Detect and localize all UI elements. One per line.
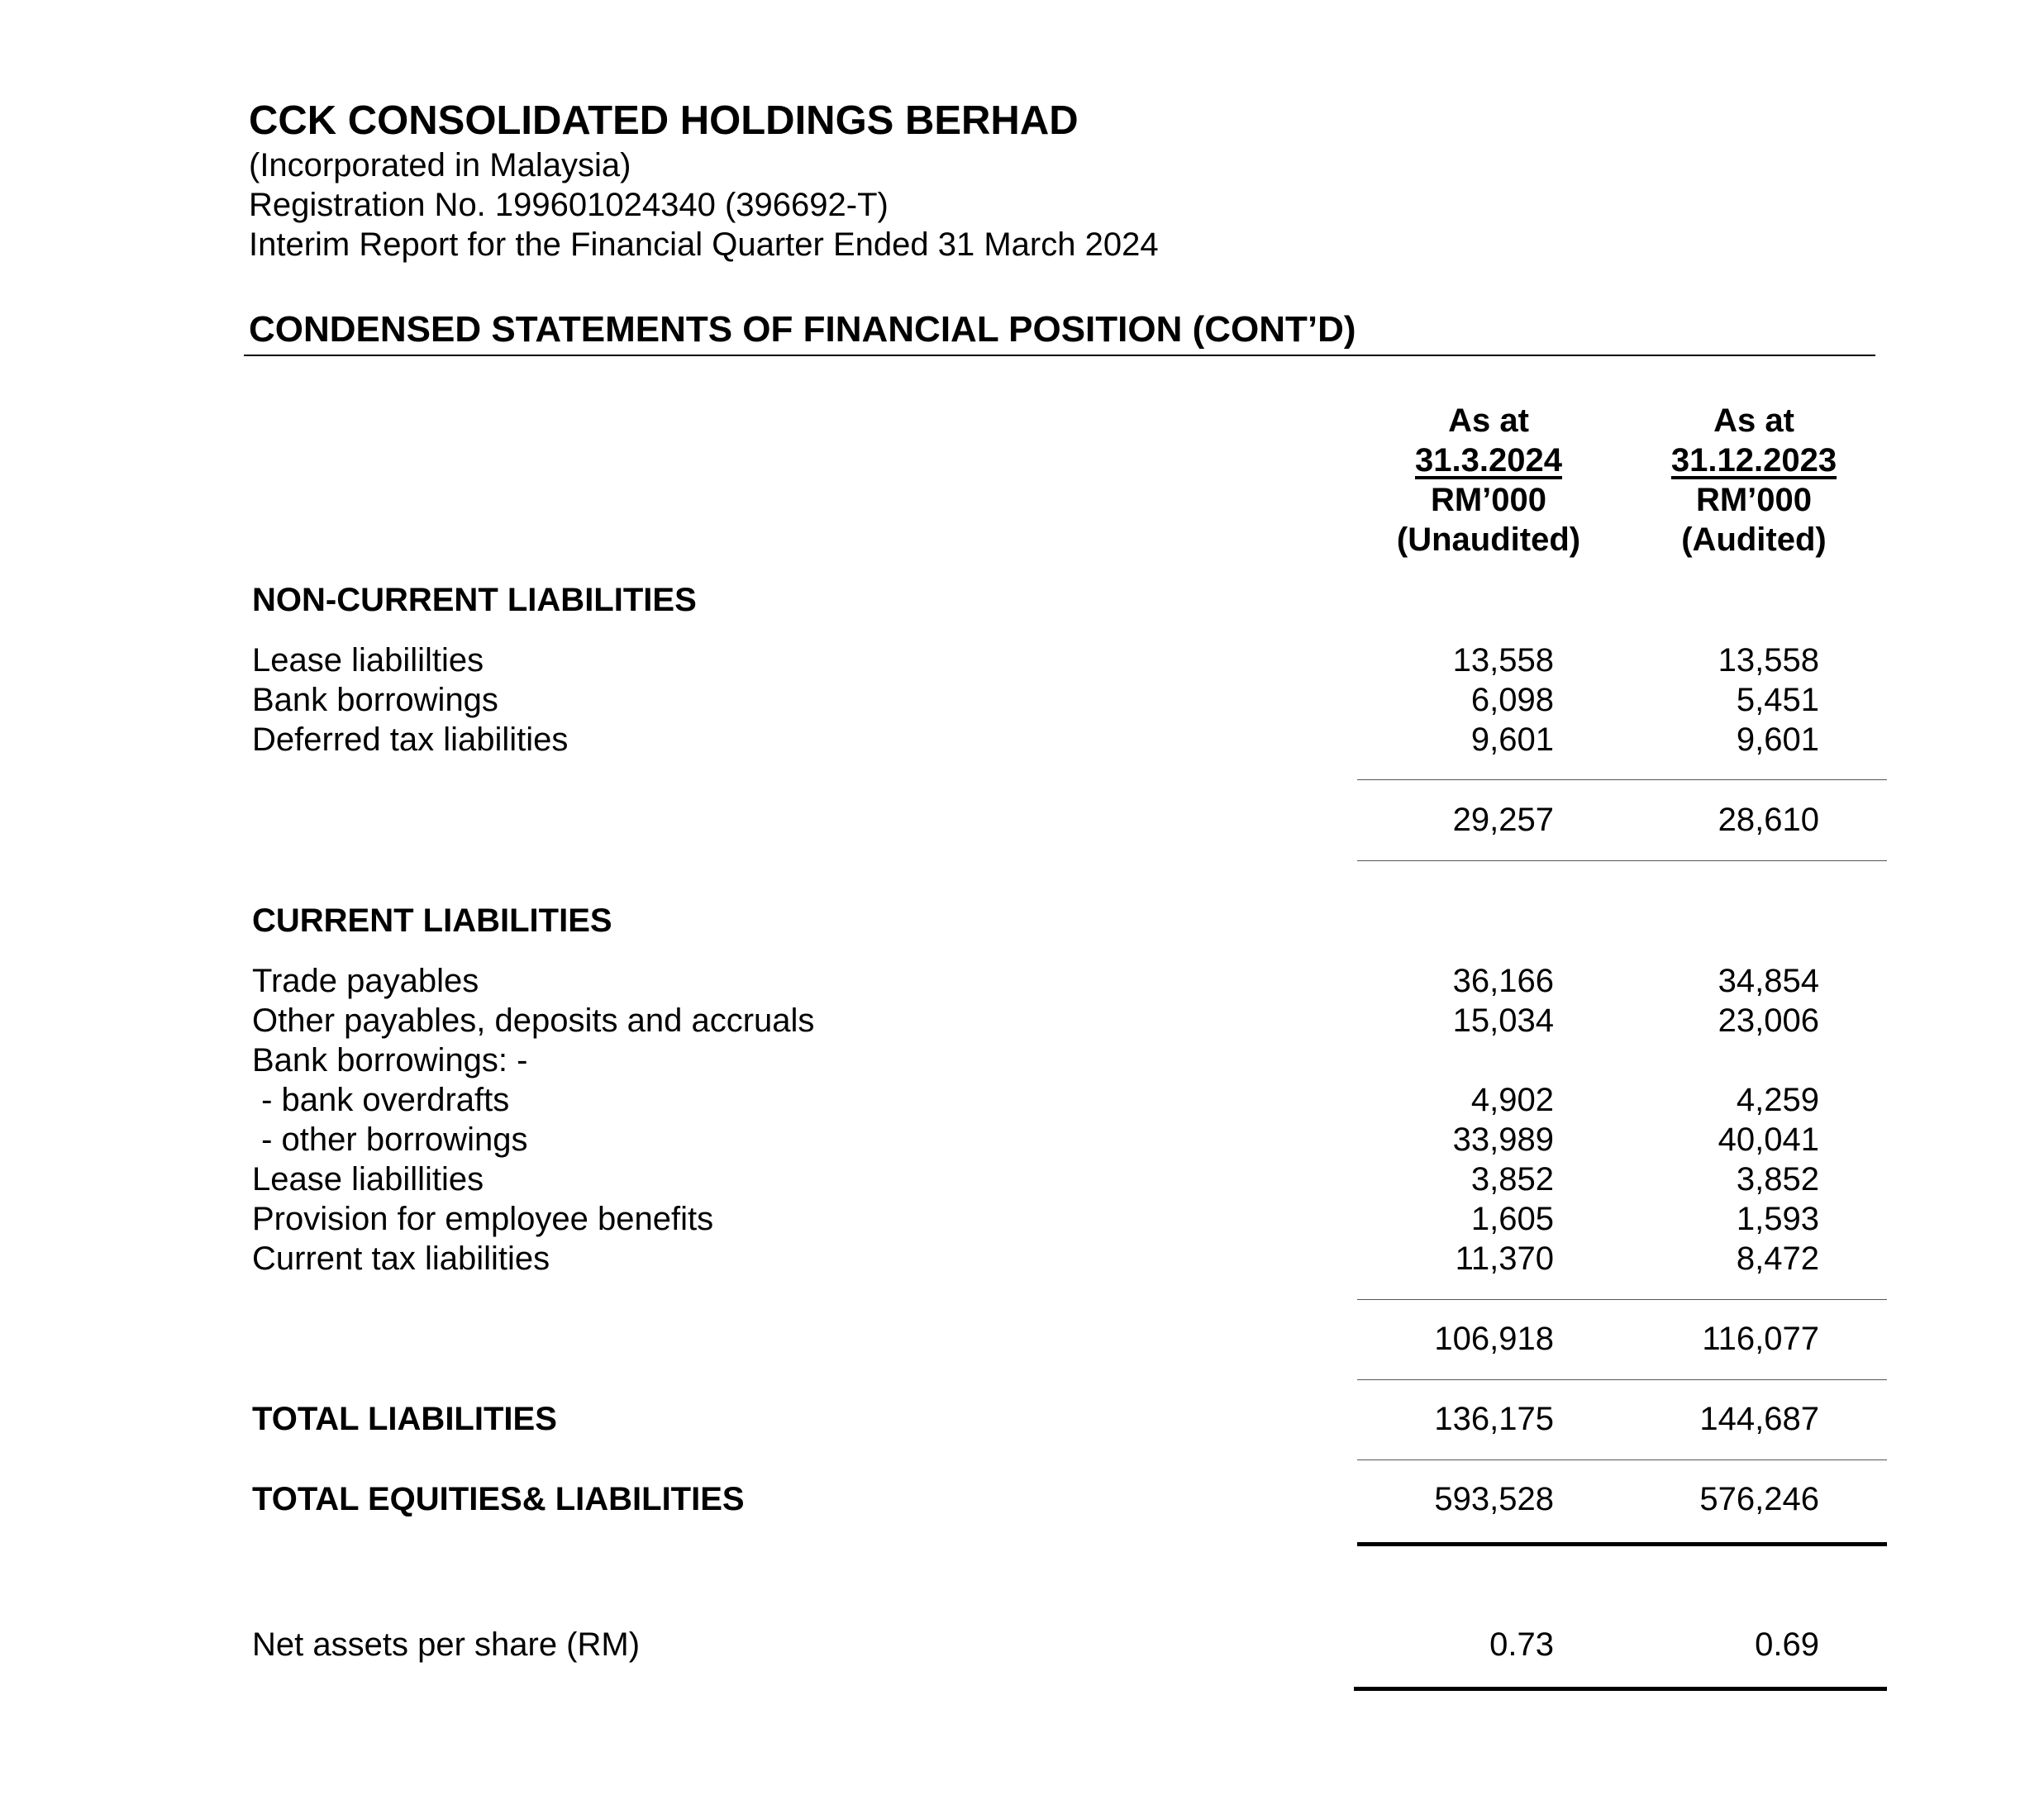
subtotal-value-current: 29,257 bbox=[1452, 802, 1554, 838]
net-assets-current: 0.73 bbox=[1489, 1626, 1554, 1663]
subtotal-rule bbox=[1357, 779, 1887, 780]
title-divider bbox=[244, 355, 1875, 356]
subtotal-rule bbox=[1357, 1379, 1887, 1380]
column-header-date: 31.12.2023 bbox=[1670, 442, 1837, 479]
row-value-prior: 3,852 bbox=[1736, 1161, 1819, 1198]
column-header-unit: RM’000 bbox=[1695, 482, 1813, 518]
row-label: Other payables, deposits and accruals bbox=[252, 1002, 815, 1039]
row-value-prior: 13,558 bbox=[1718, 642, 1819, 679]
row-value-prior: 9,601 bbox=[1736, 721, 1819, 758]
column-header-current bbox=[1340, 401, 1637, 560]
subtotal-value-prior: 28,610 bbox=[1718, 802, 1819, 838]
subtotal-rule bbox=[1357, 860, 1887, 861]
column-header-status: (Audited) bbox=[1681, 521, 1827, 558]
row-label: Lease liabillities bbox=[252, 1161, 484, 1198]
row-value-prior: 4,259 bbox=[1736, 1082, 1819, 1118]
subtotal-rule bbox=[1357, 1299, 1887, 1300]
row-value-current: 1,605 bbox=[1470, 1201, 1554, 1237]
statement-title: CONDENSED STATEMENTS OF FINANCIAL POSITION (CONT’D) bbox=[249, 309, 1356, 350]
row-label: Lease liabililties bbox=[252, 642, 484, 679]
row-value-current: 36,166 bbox=[1452, 963, 1554, 999]
column-header-date: 31.3.2024 bbox=[1415, 442, 1562, 479]
subtotal-value-prior: 116,077 bbox=[1702, 1321, 1819, 1357]
row-value-prior: 8,472 bbox=[1736, 1240, 1819, 1277]
total-equities-liabilities-prior: 576,246 bbox=[1699, 1481, 1819, 1517]
column-header-line: As at bbox=[1713, 402, 1794, 439]
net-assets-rule bbox=[1354, 1687, 1887, 1691]
net-assets-prior: 0.69 bbox=[1755, 1626, 1819, 1663]
company-name: CCK CONSOLIDATED HOLDINGS BERHAD bbox=[249, 98, 1079, 143]
registration-number: Registration No. 199601024340 (396692-T) bbox=[249, 187, 889, 223]
row-value-prior: 40,041 bbox=[1718, 1121, 1819, 1158]
row-label: - other borrowings bbox=[252, 1121, 528, 1158]
column-header-prior bbox=[1605, 401, 1903, 560]
column-header-line: As at bbox=[1448, 402, 1529, 439]
net-assets-label: Net assets per share (RM) bbox=[252, 1626, 641, 1663]
total-equities-liabilities-current: 593,528 bbox=[1434, 1481, 1554, 1517]
row-value-current: 33,989 bbox=[1452, 1121, 1554, 1158]
row-value-prior: 1,593 bbox=[1736, 1201, 1819, 1237]
total-liabilities-label: TOTAL LIABILITIES bbox=[252, 1401, 557, 1437]
row-value-current: 9,601 bbox=[1470, 721, 1554, 758]
row-value-current: 3,852 bbox=[1470, 1161, 1554, 1198]
total-equities-liabilities-label: TOTAL EQUITIES& LIABILITIES bbox=[252, 1481, 745, 1517]
row-label: Bank borrowings bbox=[252, 682, 498, 718]
row-value-current: 11,370 bbox=[1455, 1240, 1554, 1277]
row-value-prior: 5,451 bbox=[1736, 682, 1819, 718]
subtotal-value-current: 106,918 bbox=[1434, 1321, 1554, 1357]
column-header-unit: RM’000 bbox=[1430, 482, 1547, 518]
subtotal-rule bbox=[1357, 1459, 1887, 1460]
row-value-prior: 34,854 bbox=[1718, 963, 1819, 999]
row-value-current: 15,034 bbox=[1452, 1002, 1554, 1039]
row-label: Provision for employee benefits bbox=[252, 1201, 714, 1237]
section-heading-current: CURRENT LIABILITIES bbox=[252, 902, 612, 939]
row-value-current: 6,098 bbox=[1470, 682, 1554, 718]
row-label: Current tax liabilities bbox=[252, 1240, 550, 1277]
row-label: - bank overdrafts bbox=[252, 1082, 510, 1118]
row-label: Bank borrowings: - bbox=[252, 1042, 528, 1079]
section-heading-non-current: NON-CURRENT LIABILITIES bbox=[252, 582, 697, 618]
grand-total-rule bbox=[1357, 1542, 1887, 1546]
row-value-prior: 23,006 bbox=[1718, 1002, 1819, 1039]
incorporation-note: (Incorporated in Malaysia) bbox=[249, 147, 631, 183]
total-liabilities-current: 136,175 bbox=[1434, 1401, 1554, 1437]
row-value-current: 4,902 bbox=[1470, 1082, 1554, 1118]
row-label: Trade payables bbox=[252, 963, 479, 999]
total-liabilities-prior: 144,687 bbox=[1699, 1401, 1819, 1437]
report-period: Interim Report for the Financial Quarter Ended 31 March 2024 bbox=[249, 226, 1159, 263]
row-value-current: 13,558 bbox=[1452, 642, 1554, 679]
column-header-status: (Unaudited) bbox=[1396, 521, 1581, 558]
row-label: Deferred tax liabilities bbox=[252, 721, 569, 758]
